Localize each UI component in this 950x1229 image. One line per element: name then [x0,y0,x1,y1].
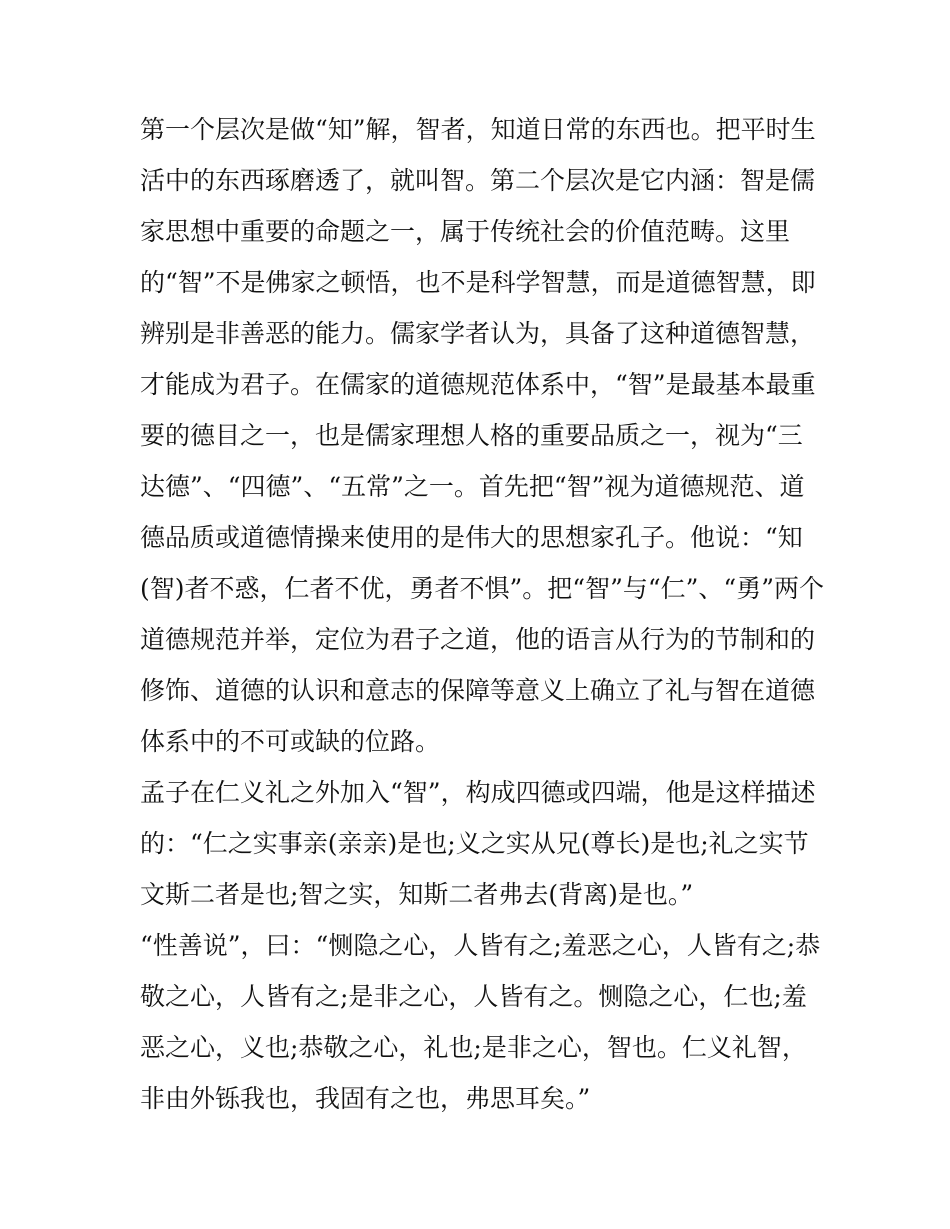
text-line: 体系中的不可或缺的位路。 [140,727,441,756]
text-line: 孟子在仁义礼之外加入“智”，构成四德或四端，他是这样描述 [140,778,816,807]
text-line: 才能成为君子。在儒家的道德规范体系中，“智”是最基本最重 [140,370,816,399]
text-line: 要的德目之一，也是儒家理想人格的重要品质之一，视为“三 [140,421,803,450]
text-line: 敬之心，人皆有之;是非之心，人皆有之。恻隐之心，仁也;羞 [140,982,807,1011]
document-body [140,104,824,1124]
text-line: 达德”、“四德”、“五常”之一。首先把“智”视为道德规范、道 [140,472,805,501]
text-line: 第一个层次是做“知”解，智者，知道日常的东西也。把平时生 [140,115,816,144]
text-line: 修饰、道德的认识和意志的保障等意义上确立了礼与智在道德 [140,676,816,705]
text-line: 恶之心，义也;恭敬之心，礼也;是非之心，智也。仁义礼智， [140,1033,807,1062]
text-line: 德品质或道德情操来使用的是伟大的思想家孔子。他说：“知 [140,523,803,552]
text-line: (智)者不惑，仁者不优，勇者不惧”。把“智”与“仁”、“勇”两个 [140,574,824,603]
text-line: 非由外铄我也，我固有之也，弗思耳矣。” [140,1084,591,1113]
text-line: 辨别是非善恶的能力。儒家学者认为，具备了这种道德智慧， [140,319,816,348]
text-line: 家思想中重要的命题之一，属于传统社会的价值范畴。这里 [140,217,791,246]
text-line: 的“智”不是佛家之顿悟，也不是科学智慧，而是道德智慧，即 [140,268,816,297]
text-line: 道德规范并举，定位为君子之道，他的语言从行为的节制和的 [140,625,816,654]
text-line: 文斯二者是也;智之实，知斯二者弗去(背离)是也。” [140,880,694,909]
text-line: “性善说”，曰：“恻隐之心，人皆有之;羞恶之心，人皆有之;恭 [140,931,821,960]
text-line: 活中的东西琢磨透了，就叫智。第二个层次是它内涵：智是儒 [140,166,816,195]
text-line: 的：“仁之实事亲(亲亲)是也;义之实从兄(尊长)是也;礼之实节 [140,829,809,858]
